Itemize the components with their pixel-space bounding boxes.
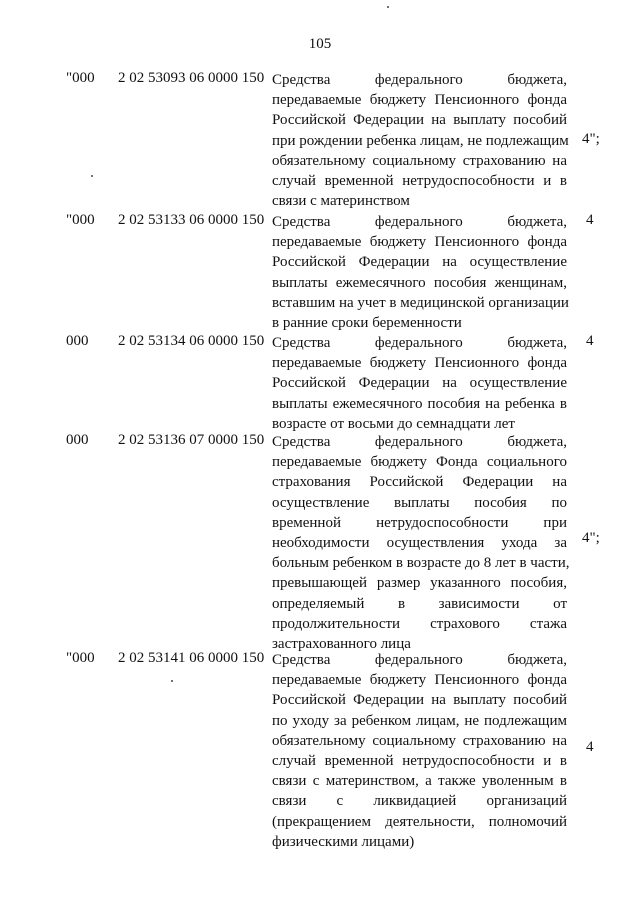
description-line: случай временной нетрудоспособности и в	[272, 172, 567, 189]
description-line: связи с материнством	[272, 193, 410, 210]
description-line: превышающей размер указанного пособия,	[272, 575, 567, 592]
description-line: выплаты ежемесячного пособия женщинам,	[272, 274, 567, 291]
description-line: возрасте от восьми до семнадцати лет	[272, 415, 515, 432]
code-prefix: "000	[66, 212, 95, 228]
budget-code: 2 02 53136 07 0000 150	[118, 432, 265, 448]
budget-code: 2 02 53141 06 0000 150	[118, 650, 265, 666]
budget-code: 2 02 53134 06 0000 150	[118, 333, 265, 349]
description-line: продолжительности страхового стажа	[272, 615, 567, 632]
code-prefix: "000	[66, 650, 95, 666]
description-line: осуществление выплаты пособия по	[272, 494, 567, 511]
page-number: 105	[308, 36, 332, 52]
description-line: страхования Российской Федерации на	[272, 474, 567, 491]
description-line: передаваемые бюджету Пенсионного фонда	[272, 355, 567, 372]
description	[272, 650, 567, 852]
description-line: передаваемые бюджету Пенсионного фонда	[272, 672, 567, 689]
budget-code: 2 02 53133 06 0000 150	[118, 212, 265, 228]
code-prefix: "000	[66, 70, 95, 86]
description-line: Российской Федерации на осуществление	[272, 375, 567, 392]
budget-code: 2 02 53093 06 0000 150	[118, 70, 265, 86]
quantity: 4	[586, 333, 594, 349]
description-line: временной нетрудоспособности при	[272, 514, 567, 531]
description-line: выплаты ежемесячного пособия на ребенка в	[272, 395, 567, 412]
description-line: вставшим на учет в медицинской организации	[272, 294, 569, 311]
description-line: больным ребенком в возрасте до 8 лет в части,	[272, 555, 570, 572]
quantity: 4	[586, 739, 594, 755]
description	[272, 70, 567, 211]
description-line: связи с материнством, а также уволенным в	[272, 773, 567, 790]
description-line: (прекращением деятельности, полномочий	[272, 813, 567, 830]
description-line: Средства федерального бюджета,	[272, 434, 567, 450]
description-line: при рождении ребенка лицам, не подлежащим	[272, 132, 569, 149]
scan-speck	[91, 175, 93, 177]
description-line: необходимости осуществления ухода за	[272, 534, 567, 551]
description-line: по уходу за ребенком лицам, не подлежащим	[272, 712, 567, 729]
description-line: обязательному социальному страхованию на	[272, 732, 567, 749]
description-line: передаваемые бюджету Пенсионного фонда	[272, 234, 567, 251]
scan-speck	[387, 6, 389, 8]
description-line: Средства федерального бюджета,	[272, 214, 567, 230]
code-prefix: 000	[66, 333, 89, 349]
description-line: передаваемые бюджету Фонда социального	[272, 454, 567, 471]
description-line: Средства федерального бюджета,	[272, 72, 567, 88]
description-line: в ранние сроки беременности	[272, 314, 462, 331]
description	[272, 432, 570, 654]
description-line: передаваемые бюджету Пенсионного фонда	[272, 92, 567, 109]
description-line: Российской Федерации на выплату пособий	[272, 112, 567, 129]
quantity: 4";	[582, 131, 600, 147]
description	[272, 212, 567, 333]
description-line: застрахованного лица	[272, 635, 411, 652]
scan-speck	[171, 680, 173, 682]
description-line: Российской Федерации на осуществление	[272, 254, 567, 271]
description-line: Российской Федерации на выплату пособий	[272, 692, 567, 709]
quantity: 4	[586, 212, 594, 228]
description-line: случай временной нетрудоспособности и в	[272, 752, 567, 769]
quantity: 4";	[582, 530, 600, 546]
description-line: обязательному социальному страхованию на	[272, 152, 567, 169]
description-line: Средства федерального бюджета,	[272, 335, 567, 351]
code-prefix: 000	[66, 432, 89, 448]
description-line: связи с ликвидацией организаций	[272, 793, 567, 810]
description-line: определяемый в зависимости от	[272, 595, 567, 612]
description	[272, 333, 567, 434]
description-line: Средства федерального бюджета,	[272, 652, 567, 668]
description-line: физическими лицами)	[272, 833, 415, 850]
